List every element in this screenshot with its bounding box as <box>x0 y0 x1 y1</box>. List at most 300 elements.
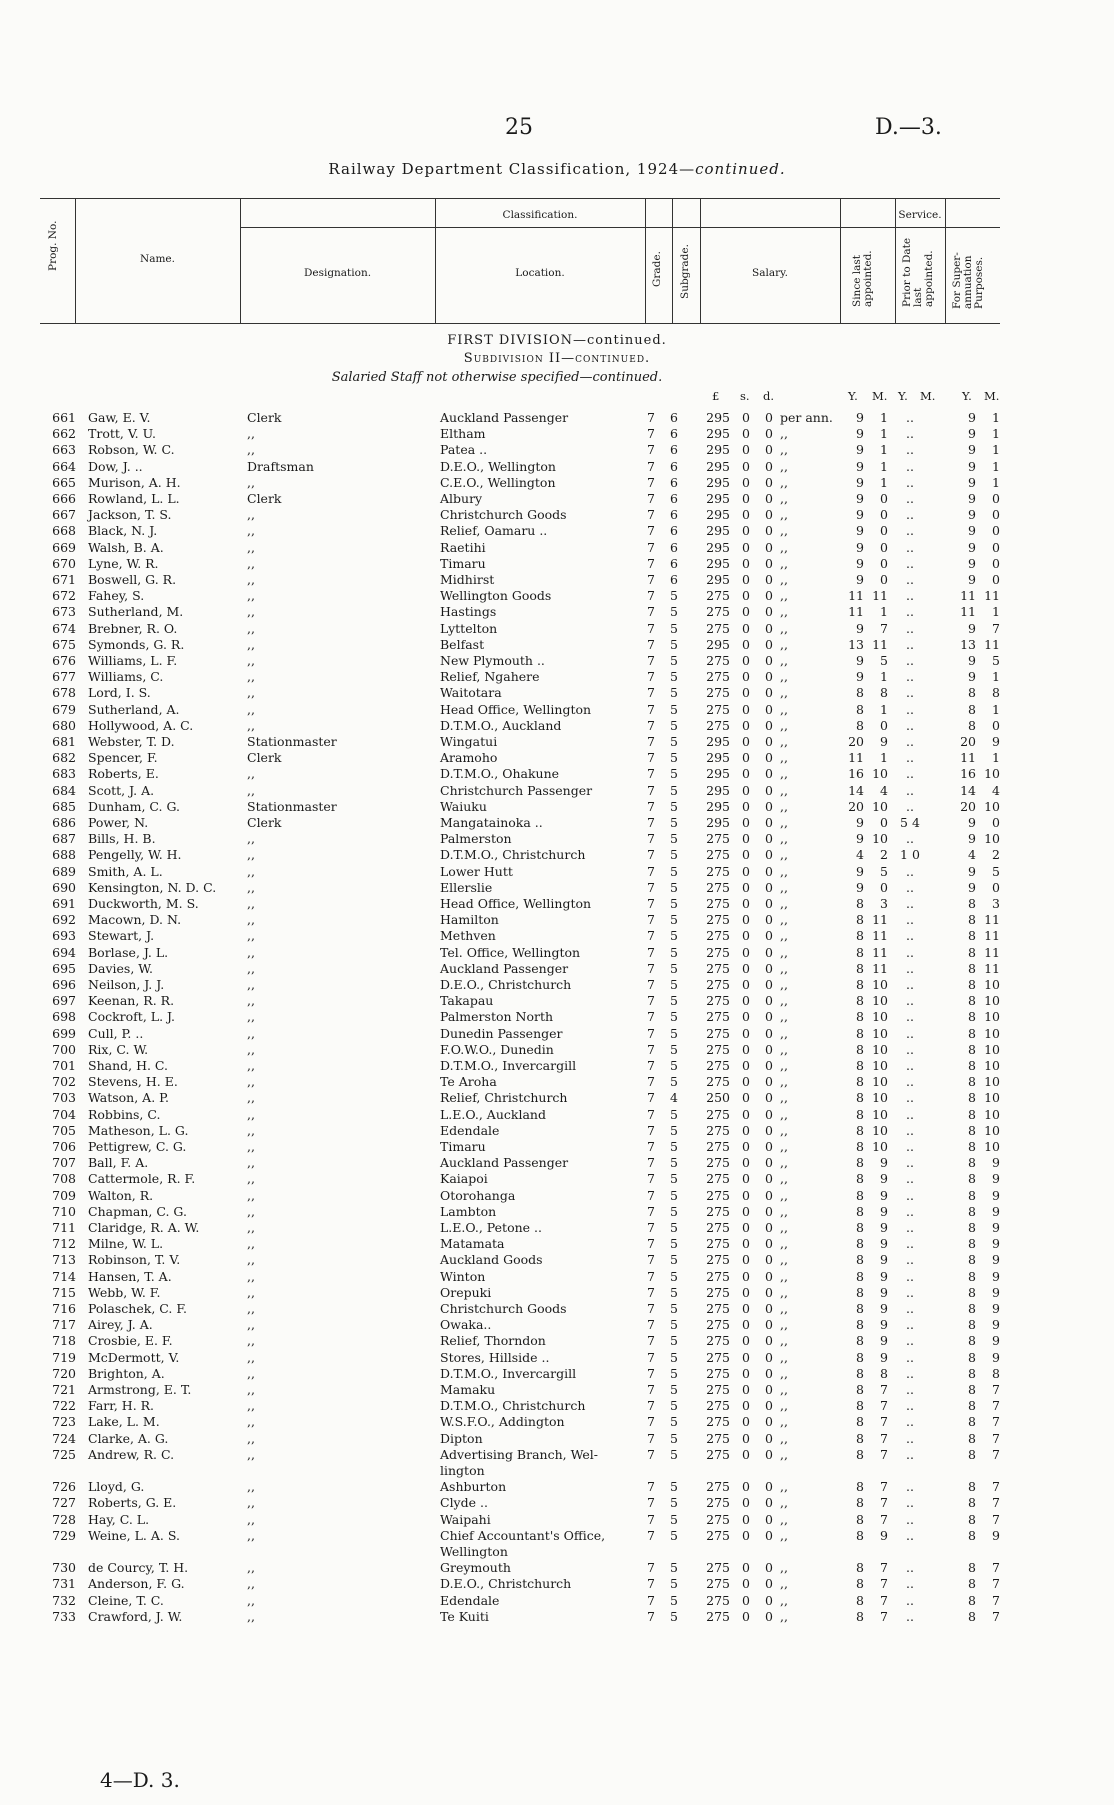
cell-pence: 0 <box>765 1430 773 1446</box>
cell-per: ,, <box>780 491 788 506</box>
cell-designation: ,, <box>247 1430 255 1446</box>
cell-name: Keenan, R. R. <box>88 993 175 1009</box>
cell-subgrade: 6 <box>670 442 678 458</box>
cell-designation: ,, <box>247 944 255 960</box>
cell-super-months: 11 <box>984 944 1000 960</box>
cell-prior: .. <box>906 653 914 668</box>
cell-since-months: 10 <box>872 1009 888 1025</box>
cell-salary: 275 <box>706 669 730 685</box>
cell-subgrade: 5 <box>670 1203 678 1219</box>
cell-per: ,, <box>780 1560 788 1576</box>
cell-subgrade: 5 <box>670 1171 678 1187</box>
cell-prog-no: 707 <box>52 1155 76 1171</box>
cell-location: Stores, Hillside .. <box>440 1349 550 1365</box>
cell-prog-no: 688 <box>52 847 76 863</box>
cell-name: McDermott, V. <box>88 1349 180 1365</box>
cell-since-months: 1 <box>880 426 888 442</box>
cell-salary: 295 <box>706 426 730 442</box>
cell-per: ,, <box>780 636 788 652</box>
cell-location: Wingatui <box>440 734 498 749</box>
cell-since-months: 10 <box>872 1041 888 1057</box>
cell-since-years: 8 <box>856 1495 864 1511</box>
cell-designation: ,, <box>247 1009 255 1025</box>
cell-salary: 275 <box>706 1009 730 1025</box>
cell-since-months: 9 <box>880 1236 888 1252</box>
cell-subgrade: 4 <box>670 1090 678 1106</box>
cell-prior: .. <box>906 620 914 636</box>
cell-location: L.E.O., Petone .. <box>440 1220 542 1235</box>
cell-subgrade: 5 <box>670 1608 678 1624</box>
cell-subgrade: 5 <box>670 1398 678 1414</box>
cell-super-years: 9 <box>968 442 976 458</box>
cell-shillings: 0 <box>742 847 750 863</box>
cell-since-months: 4 <box>880 782 888 798</box>
cell-prog-no: 664 <box>52 458 76 474</box>
cell-shillings: 0 <box>742 1301 750 1316</box>
cell-designation: Clerk <box>247 750 282 766</box>
cell-since-years: 8 <box>856 1155 864 1171</box>
cell-location: Hastings <box>440 604 497 620</box>
cell-prior: .. <box>906 1252 914 1268</box>
cell-designation: ,, <box>247 572 255 587</box>
cell-designation: ,, <box>247 507 255 523</box>
cell-designation: ,, <box>247 1025 255 1041</box>
cell-since-years: 9 <box>856 879 864 895</box>
cell-subgrade: 5 <box>670 685 678 701</box>
cell-designation: ,, <box>247 1074 255 1090</box>
cell-since-years: 8 <box>856 928 864 944</box>
cell-designation: ,, <box>247 782 255 798</box>
cell-prog-no: 727 <box>52 1495 76 1511</box>
cell-salary: 295 <box>706 750 730 766</box>
cell-prior: .. <box>906 831 914 847</box>
cell-since-years: 20 <box>848 734 864 749</box>
cell-name: de Courcy, T. H. <box>88 1560 189 1576</box>
cell-salary: 275 <box>706 879 730 895</box>
cell-subgrade: 5 <box>670 1041 678 1057</box>
cell-designation: ,, <box>247 1592 255 1608</box>
cell-salary: 295 <box>706 539 730 555</box>
cell-per: ,, <box>780 1171 788 1187</box>
cell-subgrade: 5 <box>670 1268 678 1284</box>
cell-prior: .. <box>906 1560 914 1576</box>
cell-location: Palmerston <box>440 831 512 847</box>
cell-super-years: 8 <box>968 1252 976 1268</box>
cell-location: Mangatainoka .. <box>440 815 543 830</box>
cell-since-months: 1 <box>880 604 888 620</box>
cell-pence: 0 <box>765 410 773 425</box>
cell-name: Williams, L. F. <box>88 653 178 668</box>
cell-pence: 0 <box>765 782 773 798</box>
cell-designation: ,, <box>247 1511 255 1527</box>
cell-prog-no: 723 <box>52 1414 76 1430</box>
cell-super-years: 9 <box>968 815 976 830</box>
cell-prog-no: 666 <box>52 491 76 506</box>
cell-shillings: 0 <box>742 604 750 620</box>
cell-name: Robson, W. C. <box>88 442 175 458</box>
cell-name: Andrew, R. C. <box>88 1446 175 1462</box>
cell-since-years: 9 <box>856 653 864 668</box>
cell-super-months: 7 <box>992 1414 1000 1430</box>
cell-since-years: 9 <box>856 442 864 458</box>
cell-prior: .. <box>906 766 914 782</box>
cell-super-years: 9 <box>968 863 976 879</box>
cell-since-years: 9 <box>856 426 864 442</box>
cell-shillings: 0 <box>742 1592 750 1608</box>
cell-prog-no: 696 <box>52 977 76 992</box>
cell-designation: ,, <box>247 1608 255 1624</box>
cell-salary: 295 <box>706 507 730 523</box>
cell-pence: 0 <box>765 1268 773 1284</box>
cell-prog-no: 673 <box>52 604 76 620</box>
cell-prior: .. <box>906 555 914 571</box>
cell-name: Murison, A. H. <box>88 474 181 490</box>
cell-grade: 7 <box>647 1430 655 1446</box>
cell-since-months: 0 <box>880 491 888 506</box>
cell-per: ,, <box>780 1365 788 1381</box>
cell-super-years: 8 <box>968 1365 976 1381</box>
cell-grade: 7 <box>647 1576 655 1592</box>
cell-grade: 7 <box>647 896 655 911</box>
cell-salary: 275 <box>706 863 730 879</box>
cell-super-months: 8 <box>992 685 1000 701</box>
cell-shillings: 0 <box>742 1608 750 1624</box>
cell-salary: 275 <box>706 977 730 992</box>
cell-prog-no: 700 <box>52 1041 76 1057</box>
cell-subgrade: 5 <box>670 912 678 928</box>
cell-super-years: 8 <box>968 1074 976 1090</box>
cell-salary: 275 <box>706 831 730 847</box>
cell-salary: 275 <box>706 1171 730 1187</box>
cell-super-years: 8 <box>968 1349 976 1365</box>
cell-grade: 7 <box>647 604 655 620</box>
cell-super-years: 8 <box>968 1527 976 1543</box>
cell-super-years: 8 <box>968 1025 976 1041</box>
cell-name: Hansen, T. A. <box>88 1268 172 1284</box>
cell-grade: 7 <box>647 1414 655 1430</box>
cell-prog-no: 676 <box>52 653 76 668</box>
cell-since-years: 13 <box>848 636 864 652</box>
cell-shillings: 0 <box>742 1009 750 1025</box>
cell-prog-no: 702 <box>52 1074 76 1090</box>
cell-since-months: 10 <box>872 1139 888 1154</box>
cell-since-years: 8 <box>856 960 864 976</box>
cell-super-months: 9 <box>992 1317 1000 1333</box>
cell-salary: 250 <box>706 1090 730 1106</box>
cell-name: Cull, P. .. <box>88 1025 144 1041</box>
cell-location: D.T.M.O., Auckland <box>440 717 562 733</box>
cell-pence: 0 <box>765 1139 773 1154</box>
cell-prior: .. <box>906 1365 914 1381</box>
cell-salary: 275 <box>706 944 730 960</box>
cell-designation: ,, <box>247 1090 255 1106</box>
cell-name: Scott, J. A. <box>88 782 155 798</box>
cell-salary: 275 <box>706 604 730 620</box>
cell-subgrade: 5 <box>670 1284 678 1300</box>
cell-location: F.O.W.O., Dunedin <box>440 1041 554 1057</box>
cell-salary: 275 <box>706 993 730 1009</box>
cell-grade: 7 <box>647 458 655 474</box>
cell-grade: 7 <box>647 1187 655 1203</box>
cell-shillings: 0 <box>742 1122 750 1138</box>
cell-since-years: 8 <box>856 1220 864 1235</box>
cell-since-years: 8 <box>856 1333 864 1349</box>
cell-location: Timaru <box>440 1139 486 1154</box>
cell-pence: 0 <box>765 491 773 506</box>
cell-prior: .. <box>906 912 914 928</box>
cell-designation: ,, <box>247 1495 255 1511</box>
cell-per: ,, <box>780 1430 788 1446</box>
cell-since-years: 9 <box>856 620 864 636</box>
cell-since-years: 8 <box>856 1139 864 1154</box>
cell-super-months: 5 <box>992 653 1000 668</box>
cell-since-years: 9 <box>856 555 864 571</box>
cell-shillings: 0 <box>742 474 750 490</box>
cell-pence: 0 <box>765 555 773 571</box>
cell-since-months: 7 <box>880 1398 888 1414</box>
cell-subgrade: 5 <box>670 1414 678 1430</box>
cell-prior: .. <box>906 1187 914 1203</box>
cell-subgrade: 5 <box>670 1495 678 1511</box>
cell-subgrade: 5 <box>670 1187 678 1203</box>
cell-per: ,, <box>780 442 788 458</box>
cell-pence: 0 <box>765 1301 773 1316</box>
cell-subgrade: 5 <box>670 734 678 749</box>
cell-since-years: 4 <box>856 847 864 863</box>
cell-super-months: 7 <box>992 1398 1000 1414</box>
cell-prior: .. <box>906 734 914 749</box>
cell-per: ,, <box>780 1268 788 1284</box>
cell-per: ,, <box>780 1025 788 1041</box>
cell-since-months: 8 <box>880 1365 888 1381</box>
cell-since-years: 8 <box>856 1349 864 1365</box>
cell-super-years: 9 <box>968 507 976 523</box>
cell-subgrade: 5 <box>670 653 678 668</box>
cell-name: Ball, F. A. <box>88 1155 149 1171</box>
document-reference: D.—3. <box>875 115 942 140</box>
cell-name: Rix, C. W. <box>88 1041 149 1057</box>
cell-name: Symonds, G. R. <box>88 636 185 652</box>
cell-grade: 7 <box>647 1608 655 1624</box>
cell-prog-no: 712 <box>52 1236 76 1252</box>
cell-salary: 275 <box>706 1284 730 1300</box>
cell-prog-no: 719 <box>52 1349 76 1365</box>
cell-designation: ,, <box>247 604 255 620</box>
cell-location: Lambton <box>440 1203 497 1219</box>
cell-pence: 0 <box>765 960 773 976</box>
cell-salary: 275 <box>706 1349 730 1365</box>
cell-pence: 0 <box>765 993 773 1009</box>
cell-since-months: 1 <box>880 669 888 685</box>
cell-name: Pettigrew, C. G. <box>88 1139 187 1154</box>
cell-super-months: 0 <box>992 539 1000 555</box>
cell-grade: 7 <box>647 977 655 992</box>
cell-subgrade: 5 <box>670 1058 678 1073</box>
cell-prog-no: 685 <box>52 798 76 814</box>
cell-since-years: 8 <box>856 993 864 1009</box>
cell-location: Christchurch Passenger <box>440 782 593 798</box>
cell-salary: 275 <box>706 1106 730 1122</box>
cell-pence: 0 <box>765 734 773 749</box>
cell-name: Neilson, J. J. <box>88 977 165 992</box>
cell-location: Relief, Christchurch <box>440 1090 568 1106</box>
cell-prior: .. <box>906 1301 914 1316</box>
cell-per: ,, <box>780 653 788 668</box>
cell-subgrade: 5 <box>670 1592 678 1608</box>
cell-name: Davies, W. <box>88 960 153 976</box>
cell-name: Fahey, S. <box>88 588 145 604</box>
cell-subgrade: 6 <box>670 507 678 523</box>
cell-designation: ,, <box>247 685 255 701</box>
cell-salary: 275 <box>706 1058 730 1073</box>
cell-salary: 295 <box>706 474 730 490</box>
cell-grade: 7 <box>647 572 655 587</box>
cell-super-months: 1 <box>992 442 1000 458</box>
cell-name: Clarke, A. G. <box>88 1430 169 1446</box>
cell-subgrade: 5 <box>670 1560 678 1576</box>
cell-pence: 0 <box>765 1058 773 1073</box>
cell-designation: Stationmaster <box>247 734 337 749</box>
cell-designation: ,, <box>247 766 255 782</box>
cell-since-years: 8 <box>856 1365 864 1381</box>
cell-name: Roberts, G. E. <box>88 1495 177 1511</box>
cell-prog-no: 691 <box>52 896 76 911</box>
cell-shillings: 0 <box>742 1382 750 1397</box>
cell-grade: 7 <box>647 831 655 847</box>
cell-subgrade: 5 <box>670 1220 678 1235</box>
cell-per: ,, <box>780 426 788 442</box>
cell-since-years: 16 <box>848 766 864 782</box>
cell-location: L.E.O., Auckland <box>440 1106 546 1122</box>
cell-grade: 7 <box>647 701 655 717</box>
cell-shillings: 0 <box>742 1333 750 1349</box>
cell-salary: 275 <box>706 1203 730 1219</box>
cell-pence: 0 <box>765 458 773 474</box>
cell-since-years: 8 <box>856 1592 864 1608</box>
cell-prog-no: 733 <box>52 1608 76 1624</box>
cell-subgrade: 5 <box>670 1252 678 1268</box>
cell-prior: .. <box>906 410 914 425</box>
cell-salary: 275 <box>706 1446 730 1462</box>
cell-super-months: 1 <box>992 701 1000 717</box>
cell-location: Kaiapoi <box>440 1171 488 1187</box>
cell-since-years: 8 <box>856 1268 864 1284</box>
cell-location: Te Aroha <box>440 1074 497 1090</box>
cell-location: D.E.O., Christchurch <box>440 977 572 992</box>
cell-super-years: 9 <box>968 458 976 474</box>
cell-pence: 0 <box>765 442 773 458</box>
cell-per: ,, <box>780 1446 788 1462</box>
cell-since-months: 9 <box>880 1203 888 1219</box>
cell-grade: 7 <box>647 555 655 571</box>
cell-per: ,, <box>780 1074 788 1090</box>
cell-prog-no: 731 <box>52 1576 76 1592</box>
cell-per: per ann. <box>780 410 833 425</box>
cell-salary: 275 <box>706 1414 730 1430</box>
cell-since-years: 9 <box>856 458 864 474</box>
cell-designation: ,, <box>247 442 255 458</box>
cell-shillings: 0 <box>742 1349 750 1365</box>
cell-designation: ,, <box>247 1301 255 1316</box>
unit-years-1: Y. <box>848 389 858 403</box>
cell-per: ,, <box>780 1382 788 1397</box>
cell-per: ,, <box>780 944 788 960</box>
unit-years-2: Y. <box>898 389 908 403</box>
cell-shillings: 0 <box>742 815 750 830</box>
cell-shillings: 0 <box>742 491 750 506</box>
cell-prog-no: 671 <box>52 572 76 587</box>
title-continued: continued. <box>695 160 786 178</box>
cell-prior: .. <box>906 523 914 539</box>
cell-prog-no: 714 <box>52 1268 76 1284</box>
cell-name: Robinson, T. V. <box>88 1252 181 1268</box>
cell-grade: 7 <box>647 426 655 442</box>
cell-salary: 275 <box>706 1527 730 1543</box>
cell-salary: 275 <box>706 653 730 668</box>
cell-since-years: 8 <box>856 944 864 960</box>
cell-super-years: 8 <box>968 1122 976 1138</box>
cell-super-months: 9 <box>992 1236 1000 1252</box>
cell-super-months: 2 <box>992 847 1000 863</box>
cell-since-months: 11 <box>872 944 888 960</box>
cell-prog-no: 728 <box>52 1511 76 1527</box>
cell-super-years: 8 <box>968 1220 976 1235</box>
cell-per: ,, <box>780 1122 788 1138</box>
cell-per: ,, <box>780 474 788 490</box>
col-for-superannuation: For Super- annuation Purposes. <box>951 252 986 309</box>
cell-super-years: 14 <box>960 782 976 798</box>
cell-super-years: 8 <box>968 1155 976 1171</box>
division-heading: FIRST DIVISION—continued. <box>447 333 667 348</box>
cell-since-months: 1 <box>880 442 888 458</box>
cell-super-months: 1 <box>992 474 1000 490</box>
cell-designation: ,, <box>247 1155 255 1171</box>
cell-super-months: 9 <box>992 1268 1000 1284</box>
cell-subgrade: 5 <box>670 1333 678 1349</box>
cell-shillings: 0 <box>742 1446 750 1462</box>
cell-pence: 0 <box>765 653 773 668</box>
cell-name: Watson, A. P. <box>88 1090 169 1106</box>
cell-prior: .. <box>906 1608 914 1624</box>
cell-pence: 0 <box>765 507 773 523</box>
cell-super-years: 8 <box>968 1382 976 1397</box>
cell-grade: 7 <box>647 993 655 1009</box>
cell-designation: ,, <box>247 1058 255 1073</box>
cell-subgrade: 5 <box>670 1009 678 1025</box>
cell-pence: 0 <box>765 572 773 587</box>
cell-super-years: 9 <box>968 653 976 668</box>
cell-pence: 0 <box>765 669 773 685</box>
cell-subgrade: 5 <box>670 879 678 895</box>
cell-salary: 275 <box>706 1479 730 1495</box>
cell-super-months: 9 <box>992 1155 1000 1171</box>
cell-super-years: 8 <box>968 928 976 944</box>
cell-grade: 7 <box>647 944 655 960</box>
cell-pence: 0 <box>765 750 773 766</box>
cell-per: ,, <box>780 879 788 895</box>
cell-since-months: 1 <box>880 701 888 717</box>
cell-super-months: 1 <box>992 458 1000 474</box>
cell-pence: 0 <box>765 1398 773 1414</box>
cell-prior: .. <box>906 1511 914 1527</box>
cell-since-years: 11 <box>848 604 864 620</box>
cell-designation: ,, <box>247 539 255 555</box>
cell-since-years: 8 <box>856 1608 864 1624</box>
cell-prior: .. <box>906 1382 914 1397</box>
cell-location: Auckland Passenger <box>440 1155 569 1171</box>
cell-subgrade: 5 <box>670 863 678 879</box>
cell-pence: 0 <box>765 1511 773 1527</box>
